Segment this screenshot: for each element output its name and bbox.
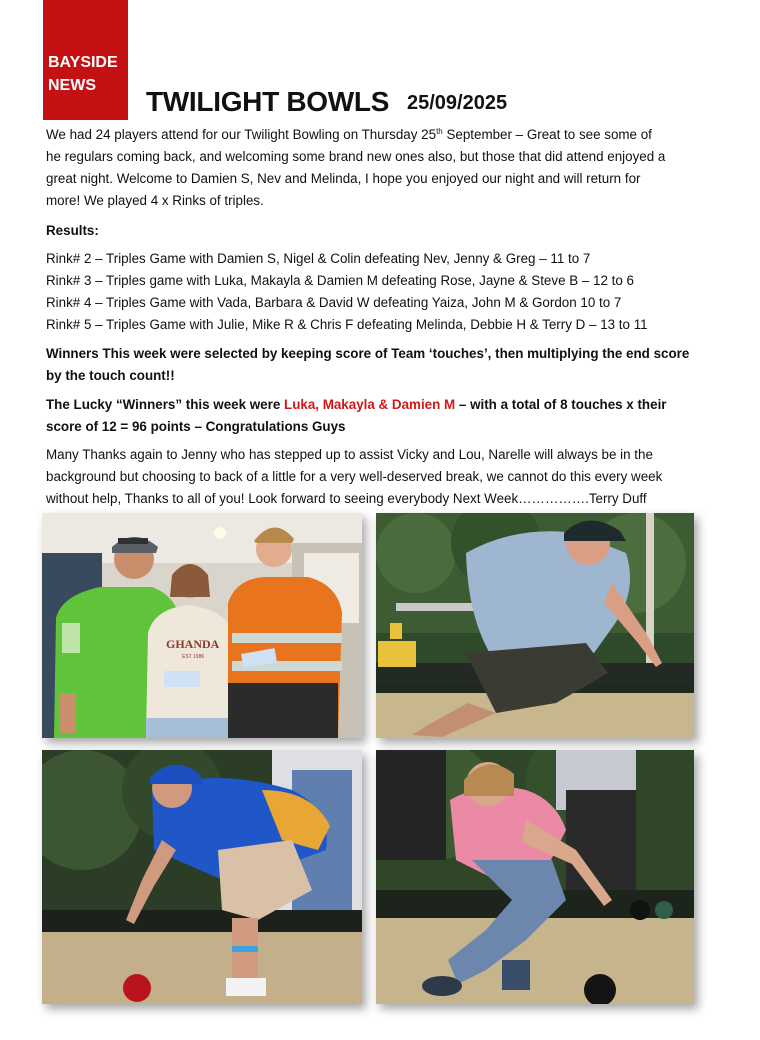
intro-paragraph (46, 124, 706, 212)
lucky-names: Luka, Makayla & Damien M (284, 397, 456, 412)
bayside-news-badge (43, 0, 128, 120)
shirt-sub: EST 1986 (182, 654, 205, 660)
intro-line-1-a: We had 24 players attend for our Twilight Bowling on Thursday 25 (46, 127, 437, 142)
thanks-paragraph (46, 444, 706, 510)
winners-note-line-1: Winners This week were selected by keeping score of Team ‘touches’, then multiplying the end score (46, 346, 690, 361)
badge-line-1: BAYSIDE (48, 54, 118, 71)
thanks-line-3: without help, Thanks to all of you! Look forward to seeing everybody Next Week…………….Terry Duff (46, 491, 647, 506)
thanks-line-2: background but choosing to back of a little for a very well-deserved break, we cannot do this every week (46, 469, 663, 484)
results-heading: Results: (46, 223, 99, 238)
lucky-line-2: score of 12 = 96 points – Congratulations Guys (46, 419, 346, 434)
intro-line-2: he regulars coming back, and welcoming some brand new ones also, but those that did attend enjoyed a (46, 149, 666, 164)
thanks-line-1: Many Thanks again to Jenny who has stepped up to assist Vicky and Lou, Narelle will always be in the (46, 447, 653, 462)
results-list (46, 248, 706, 336)
result-rink-5: Rink# 5 – Triples Game with Julie, Mike R & Chris F defeating Melinda, Debbie H & Terry D – 13 to 11 (46, 317, 648, 332)
photo-pink-shirt-bowling (376, 750, 694, 1004)
winners-note-line-2: by the touch count!! (46, 368, 175, 383)
photo-blue-shirt-bowling (42, 750, 362, 1004)
photo-winners-group (42, 513, 362, 738)
photo-pink-shirt-bowling-image (376, 750, 694, 1004)
result-rink-3: Rink# 3 – Triples game with Luka, Makayla & Damien M defeating Rose, Jayne & Steve B – 12 to 6 (46, 273, 635, 288)
photo-blue-shirt-bowling-image (42, 750, 362, 1004)
result-rink-4: Rink# 4 – Triples Game with Vada, Barbara & David W defeating Yaiza, John M & Gordon 10 to 7 (46, 295, 622, 310)
winners-note (46, 343, 706, 387)
page-title: TWILIGHT BOWLS (146, 86, 390, 117)
intro-line-4: more! We played 4 x Rinks of triples. (46, 193, 264, 208)
intro-line-3: great night. Welcome to Damien S, Nev and Melinda, I hope you enjoyed our night and will return for (46, 171, 641, 186)
photo-winners-group-image (42, 513, 362, 738)
badge-line-2: NEWS (48, 77, 96, 94)
lucky-line-1 (46, 394, 706, 416)
lucky-suffix: – with a total of 8 touches x their (455, 397, 667, 412)
lucky-winners (46, 394, 706, 438)
intro-line-1-b: September – Great to see some of (442, 127, 652, 142)
lucky-prefix: The Lucky “Winners” this week were (46, 397, 285, 412)
intro-line-1-sup: th (436, 127, 443, 136)
intro-line-1 (46, 124, 706, 146)
result-rink-2: Rink# 2 – Triples Game with Damien S, Nigel & Colin defeating Nev, Jenny & Greg – 11 to 7 (46, 251, 591, 266)
photo-man-bowling (376, 513, 694, 738)
page-date: 25/09/2025 (407, 92, 508, 114)
photo-man-bowling-image (376, 513, 694, 738)
shirt-text: GHANDA (166, 637, 220, 651)
